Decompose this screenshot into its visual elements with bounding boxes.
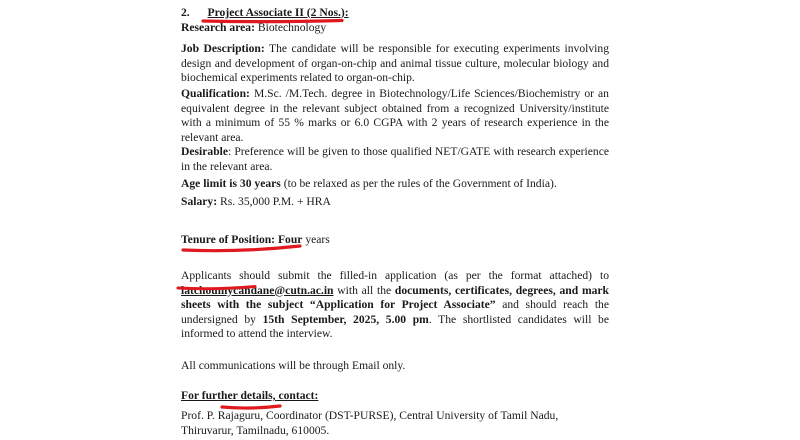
qualification-text: M.Sc. /M.Tech. degree in Biotechnology/Life Sciences/Biochemistry or an equivalent degree in the relevant subject obtained from a recognized University/institute with a minimum of 55 % marks or 6.0 CGPA with 2 years of research experience in the relevant area. bbox=[181, 87, 609, 144]
job-description bbox=[181, 42, 609, 86]
application-subject: with the subject “Application for Project Associate” bbox=[217, 298, 496, 312]
tenure bbox=[181, 233, 330, 247]
section-title: Project Associate II (2 Nos.): bbox=[207, 6, 349, 19]
application-intro: Applicants should submit the filled-in application (as per the format attached) to bbox=[181, 269, 609, 282]
application-middle: with all the bbox=[337, 283, 392, 297]
job-description-label: Job Description: bbox=[181, 42, 265, 55]
contact-details: Prof. P. Rajaguru, Coordinator (DST-PURSE), Central University of Tamil Nadu, Thiruvarur, Tamilnadu, 610005. bbox=[181, 409, 559, 437]
salary bbox=[181, 195, 331, 209]
qualification-label: Qualification: bbox=[181, 87, 250, 100]
section-heading bbox=[181, 6, 349, 20]
communications-note: All communications will be through Email only. bbox=[181, 359, 406, 372]
contact-heading bbox=[181, 389, 318, 403]
application-instructions bbox=[181, 269, 609, 342]
application-closing: . The shortlisted candidates will be informed to attend the interview. bbox=[181, 312, 610, 341]
application-deadline: 15th September, 2025, 5.00 pm bbox=[262, 312, 429, 326]
tenure-value: Four bbox=[277, 233, 303, 246]
research-area-line bbox=[181, 21, 326, 35]
application-documents: documents, certificates, degrees, and mark sheets bbox=[181, 283, 610, 312]
research-area-label: Research area: bbox=[181, 21, 255, 34]
tenure-label: Tenure of Position: bbox=[181, 233, 276, 246]
contact-underline-mark bbox=[222, 406, 280, 408]
salary-value: Rs. 35,000 P.M. + HRA bbox=[219, 195, 331, 208]
age-limit-text: (to be relaxed as per the rules of the Government of India). bbox=[283, 177, 557, 190]
age-limit-label: Age limit is 30 years bbox=[181, 177, 281, 190]
section-number: 2. bbox=[181, 6, 190, 19]
research-area-value: Biotechnology bbox=[257, 21, 327, 34]
age-limit bbox=[181, 177, 557, 191]
job-description-text: The candidate will be responsible for executing experiments involving design and development of organ-on-chip and animal tissue culture, molecular biology and biochemical experiments related to organ-on-chip. bbox=[181, 42, 609, 85]
desirable-text: : Preference will be given to those qualified NET/GATE with research experience in the relevant area. bbox=[181, 145, 609, 173]
desirable-label: Desirable bbox=[181, 145, 229, 158]
salary-label: Salary: bbox=[181, 195, 218, 208]
qualification bbox=[181, 87, 609, 145]
application-email: latchoumycandane@cutn.ac.in bbox=[181, 283, 334, 297]
desirable bbox=[181, 145, 609, 174]
tenure-unit: years bbox=[305, 233, 330, 246]
contact-heading-text: For further details, contact: bbox=[181, 389, 319, 402]
application-reach: and should reach the undersigned by bbox=[181, 298, 609, 326]
